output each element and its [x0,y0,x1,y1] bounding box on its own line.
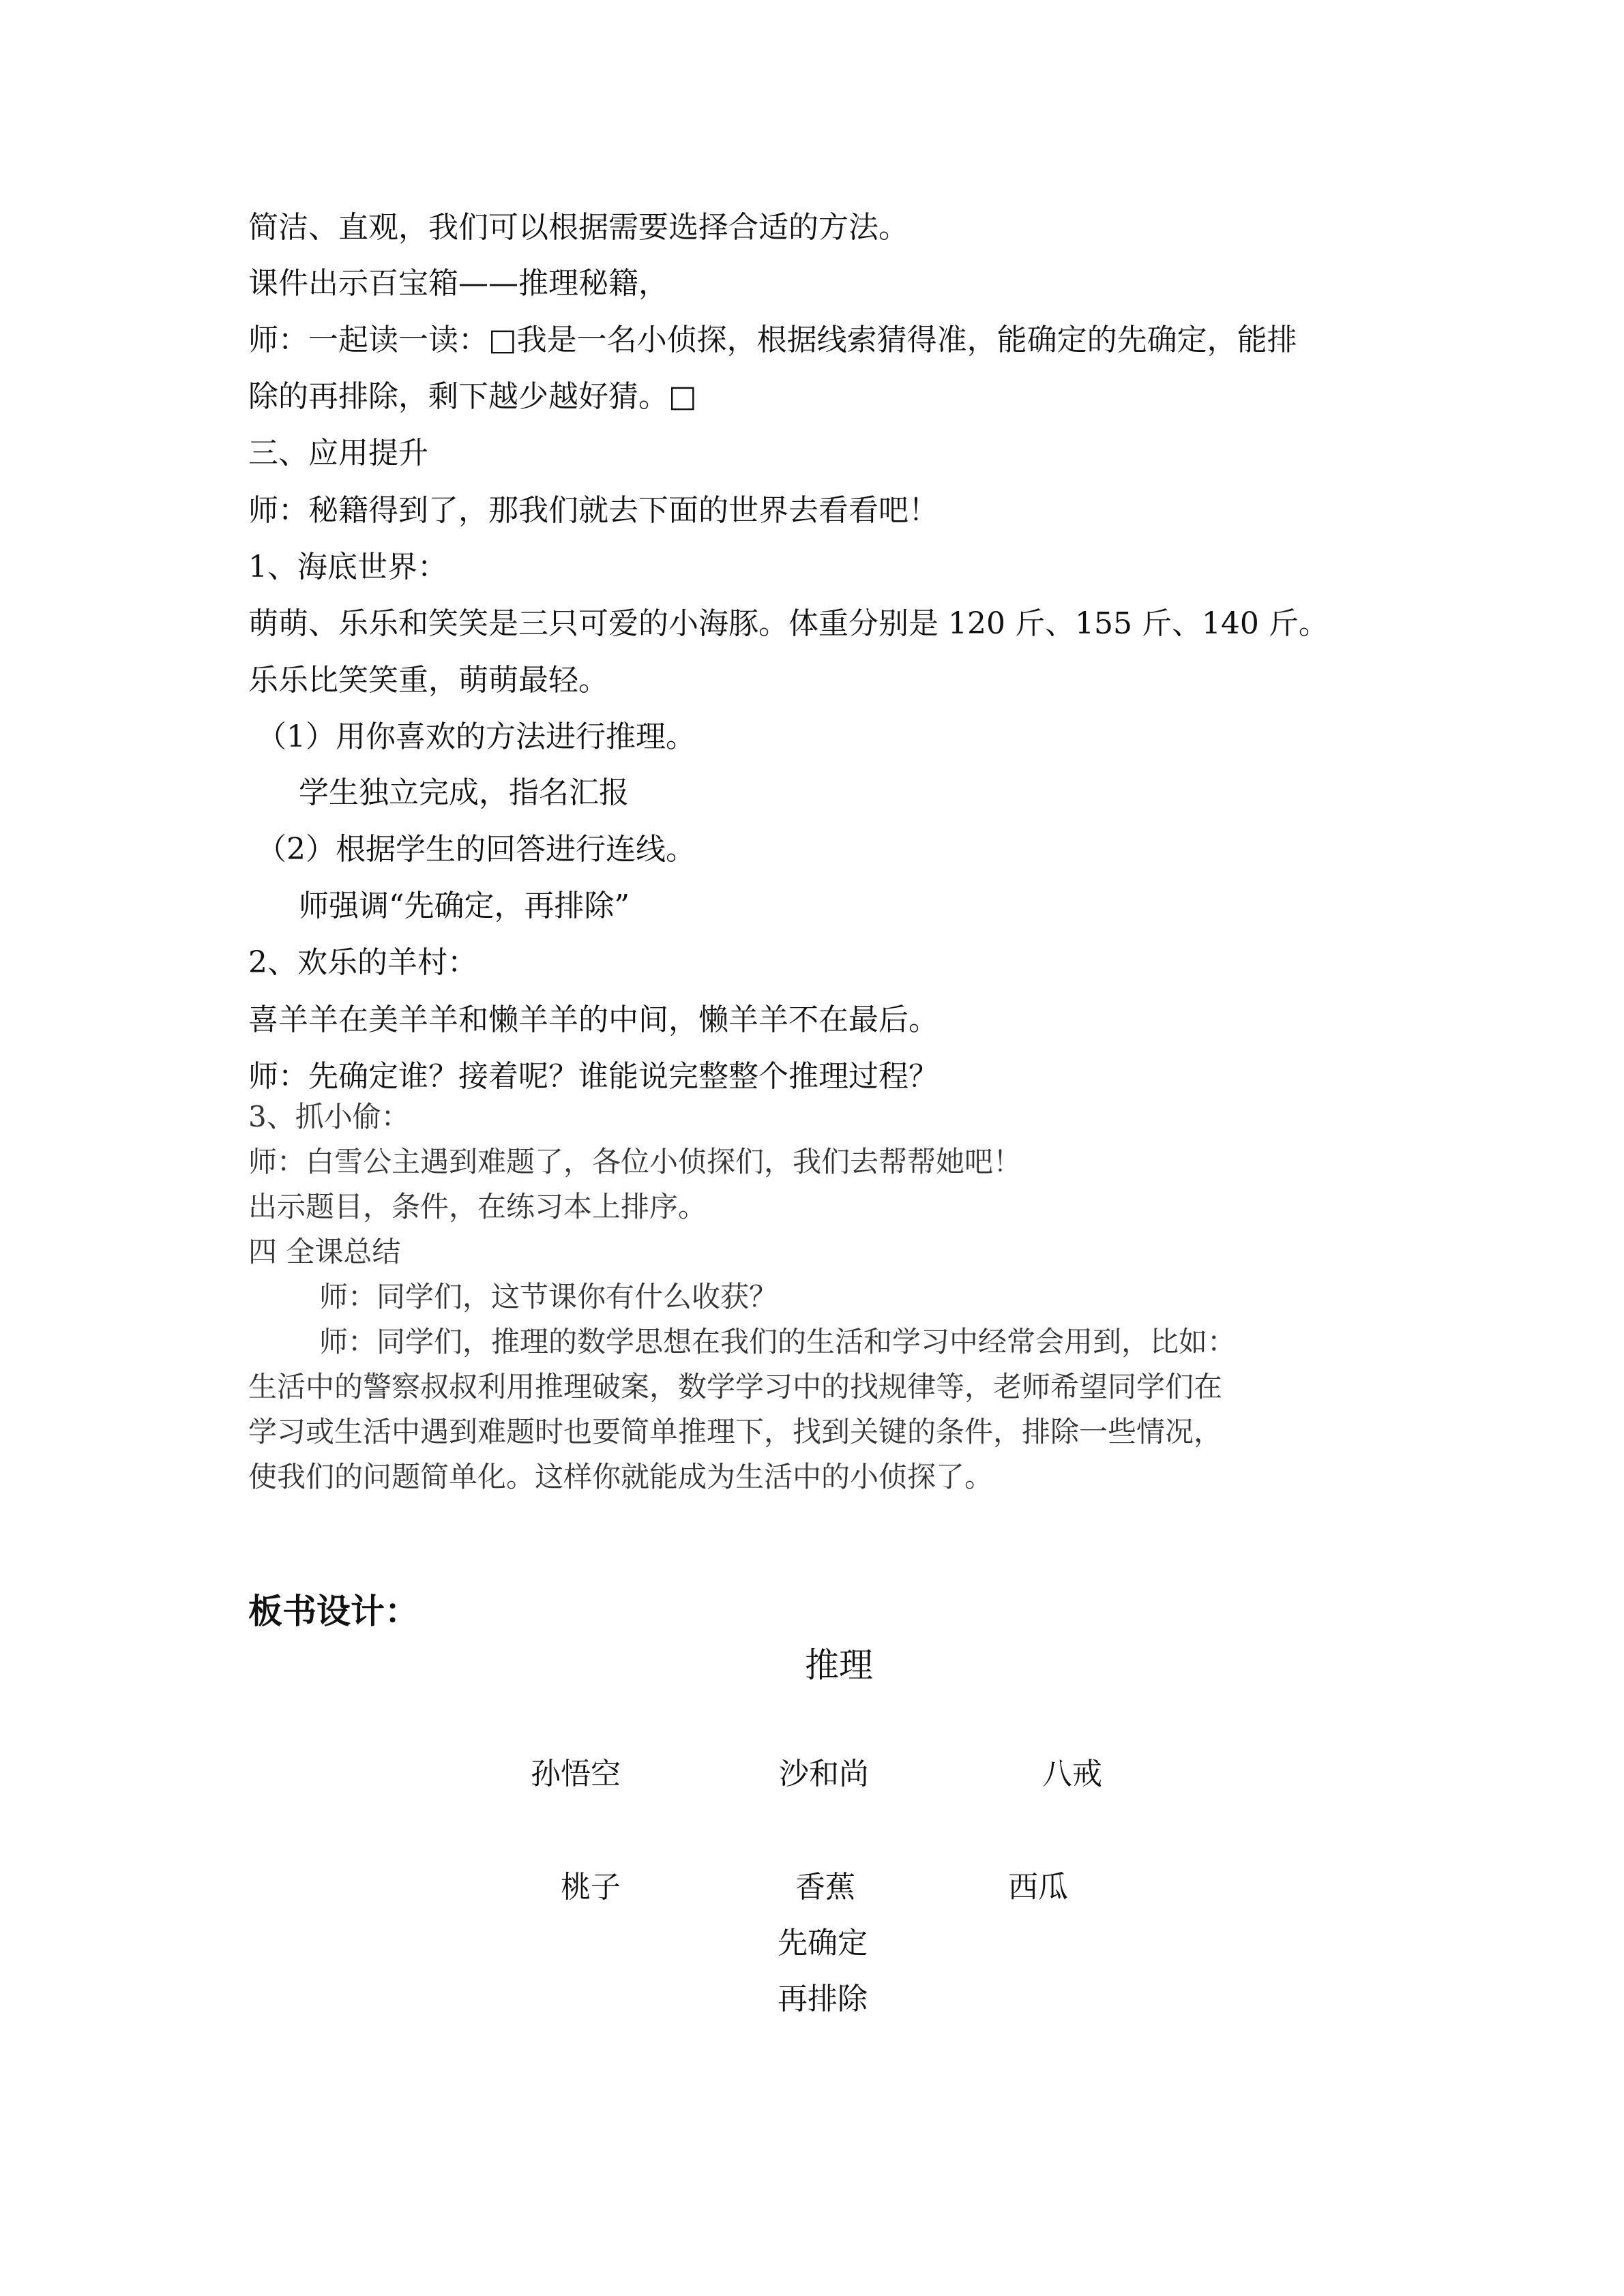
board-fruit: 桃子 [561,1870,621,1905]
subsection-heading: 2、欢乐的羊村： [248,945,477,980]
text-line: 师：白雪公主遇到难题了，各位小侦探们，我们去帮帮她吧！ [248,1145,1022,1178]
board-fruit: 西瓜 [1008,1870,1068,1905]
text-line: 出示题目，条件，在练习本上排序。 [248,1190,707,1223]
section-heading: 三、应用提升 [248,436,428,471]
board-title: 推理 [805,1645,873,1685]
subsection-heading: 3、抓小偷： [248,1100,410,1133]
text-line: 师：秘籍得到了，那我们就去下面的世界去看看吧！ [248,493,939,528]
text-line: 师：先确定谁？接着呢？谁能说完整整个推理过程？ [248,1059,939,1094]
board-character: 沙和尚 [779,1757,869,1791]
text-line: 师：同学们，推理的数学思想在我们的生活和学习中经常会用到，比如： [319,1325,1237,1358]
text-line: 学习或生活中遇到难题时也要简单推理下，找到关键的条件，排除一些情况， [248,1415,1223,1448]
text-line: 生活中的警察叔叔利用推理破案，数学学习中的找规律等，老师希望同学们在 [248,1370,1223,1403]
text-line: 师：一起读一读：□我是一名小侦探，根据线索猜得准，能确定的先确定，能排 [248,323,1297,357]
text-line: 使我们的问题简单化。这样你就能成为生活中的小侦探了。 [248,1460,994,1493]
text-line: 乐乐比笑笑重，萌萌最轻。 [248,663,608,698]
board-character: 八戒 [1042,1757,1102,1791]
text-line: 简洁、直观，我们可以根据需要选择合适的方法。 [248,210,909,245]
text-line: 课件出示百宝箱——推理秘籍， [248,266,668,301]
text-line: 师：同学们，这节课你有什么收获？ [319,1280,778,1313]
text-line: （1）用你喜欢的方法进行推理。 [256,719,696,754]
section-heading: 四 全课总结 [248,1235,401,1268]
board-note: 先确定 [778,1926,868,1960]
text-line: 师强调“先确定，再排除” [299,889,630,923]
board-design-heading: 板书设计： [248,1592,419,1631]
text-line: （2）根据学生的回答进行连线。 [256,832,696,867]
board-fruit: 香蕉 [795,1870,855,1905]
text-line: 学生独立完成，指名汇报 [299,775,629,810]
text-line: 喜羊羊在美羊羊和懒羊羊的中间，懒羊羊不在最后。 [248,1002,939,1037]
board-note: 再排除 [778,1982,868,2016]
text-line: 除的再排除，剩下越少越好猜。□ [248,379,697,414]
board-character: 孙悟空 [531,1757,621,1791]
subsection-heading: 1、海底世界： [248,550,447,584]
text-line: 萌萌、乐乐和笑笑是三只可爱的小海豚。体重分别是 120 斤、155 斤、140 斤。 [248,606,1329,641]
